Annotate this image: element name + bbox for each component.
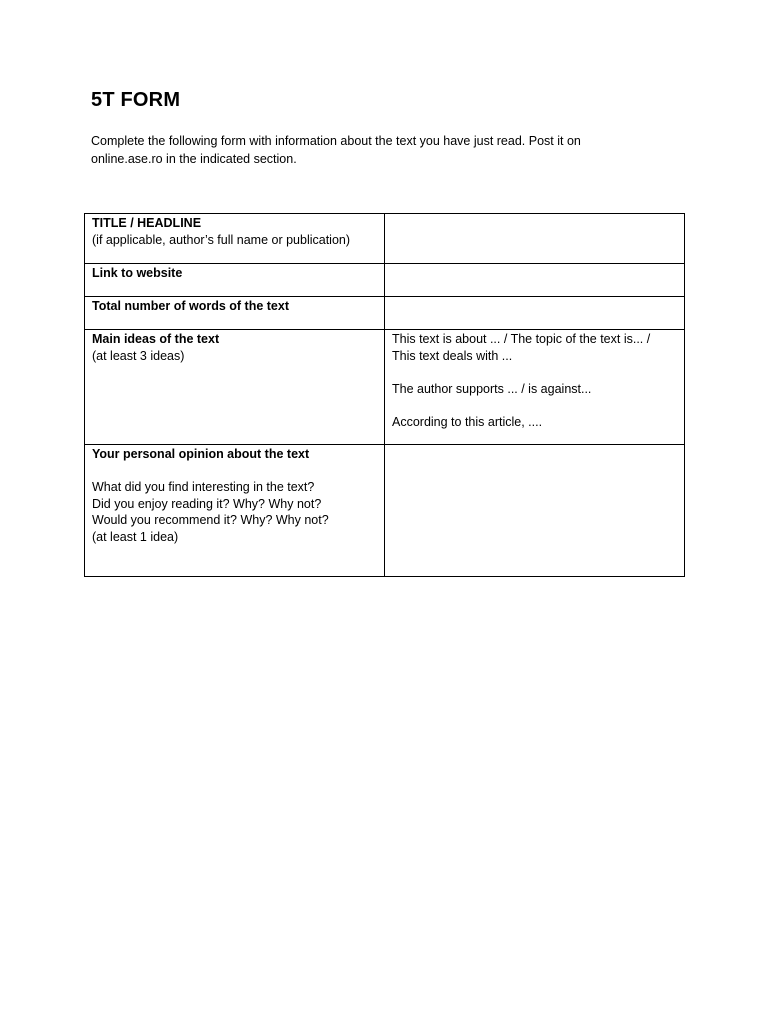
intro-line: online.ase.ro in the indicated section. bbox=[91, 152, 297, 166]
prompt-text: According to this article, .... bbox=[392, 414, 543, 429]
prompt-text: This text is about ... / The topic of the text is... / bbox=[392, 332, 651, 346]
word-count-answer-cell[interactable] bbox=[385, 297, 685, 330]
intro-paragraph bbox=[91, 132, 651, 168]
form-row-main-ideas bbox=[85, 330, 685, 445]
page-title: 5T FORM bbox=[91, 89, 181, 111]
opinion-answer-cell[interactable] bbox=[385, 445, 685, 577]
question-text: (at least 1 idea) bbox=[92, 529, 179, 544]
form-label-cell bbox=[85, 264, 385, 297]
intro-line: Complete the following form with information about the text you have just read. Post it on bbox=[91, 134, 581, 148]
link-answer-cell[interactable] bbox=[385, 264, 685, 297]
form-table bbox=[84, 213, 685, 577]
title-answer-cell[interactable] bbox=[385, 214, 685, 264]
prompt-text: The author supports ... / is against... bbox=[392, 381, 592, 396]
prompt-text: This text deals with ... bbox=[392, 348, 513, 363]
field-sublabel-title: (if applicable, author’s full name or publication) bbox=[92, 232, 351, 247]
field-label-word-count: Total number of words of the text bbox=[92, 299, 289, 313]
form-label-cell bbox=[85, 330, 385, 445]
form-row-link bbox=[85, 264, 685, 297]
field-label-link: Link to website bbox=[92, 266, 183, 280]
main-ideas-answer-cell[interactable] bbox=[385, 330, 685, 445]
field-label-title: TITLE / HEADLINE bbox=[92, 216, 202, 230]
form-label-cell bbox=[85, 297, 385, 330]
question-text: Did you enjoy reading it? Why? Why not? bbox=[92, 496, 322, 511]
form-row-word-count bbox=[85, 297, 685, 330]
form-label-cell bbox=[85, 445, 385, 577]
field-label-opinion: Your personal opinion about the text bbox=[92, 447, 310, 461]
form-row-opinion bbox=[85, 445, 685, 577]
question-text: What did you find interesting in the text? bbox=[92, 480, 315, 494]
question-text: Would you recommend it? Why? Why not? bbox=[92, 513, 329, 527]
form-label-cell bbox=[85, 214, 385, 264]
field-label-main-ideas: Main ideas of the text bbox=[92, 332, 220, 346]
field-sublabel-main-ideas: (at least 3 ideas) bbox=[92, 348, 185, 363]
form-row-title bbox=[85, 214, 685, 264]
